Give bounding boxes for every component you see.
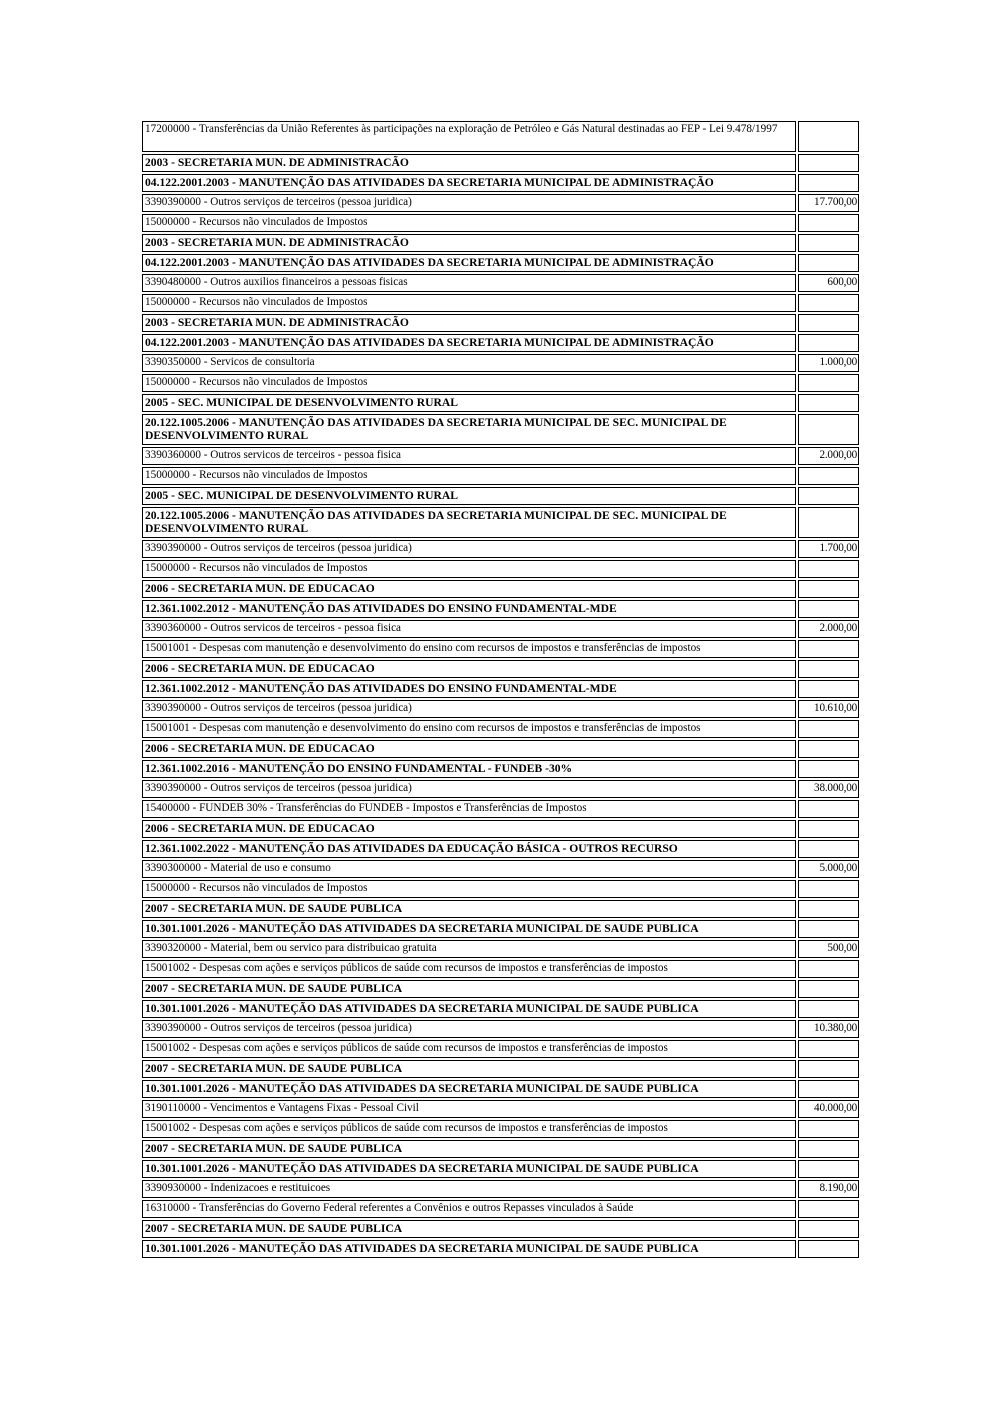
row-description-cell: 15001002 - Despesas com ações e serviços públicos de saúde com recursos de impostos e transferências de impostos	[142, 1040, 796, 1058]
table-heading-row	[142, 900, 859, 918]
row-value-cell	[798, 507, 859, 538]
table-row	[142, 780, 859, 798]
row-description-cell: 3390390000 - Outros serviços de terceiros (pessoa juridica)	[142, 1020, 796, 1038]
row-description-cell: 3390390000 - Outros serviços de terceiros (pessoa juridica)	[142, 780, 796, 798]
row-value-cell	[798, 1200, 859, 1218]
row-heading-cell: 2006 - SECRETARIA MUN. DE EDUCACAO	[142, 660, 796, 678]
row-description-cell: 3390300000 - Material de uso e consumo	[142, 860, 796, 878]
table-heading-row	[142, 174, 859, 192]
row-value-cell: 40.000,00	[798, 1100, 859, 1118]
table-heading-row	[142, 980, 859, 998]
row-value-cell	[798, 840, 859, 858]
row-heading-cell: 20.122.1005.2006 - MANUTENÇÃO DAS ATIVIDADES DA SECRETARIA MUNICIPAL DE SEC. MUNICIPAL DE DESENVOLVIMENTO RURAL	[142, 507, 796, 538]
table-heading-row	[142, 1240, 859, 1258]
row-value-cell: 2.000,00	[798, 447, 859, 465]
row-value-cell	[798, 660, 859, 678]
row-description-cell: 15000000 - Recursos não vinculados de Impostos	[142, 214, 796, 232]
table-row	[142, 447, 859, 465]
table-row	[142, 274, 859, 292]
table-row	[142, 940, 859, 958]
row-heading-cell: 2007 - SECRETARIA MUN. DE SAUDE PUBLICA	[142, 900, 796, 918]
table-row	[142, 1120, 859, 1138]
row-description-cell: 15400000 - FUNDEB 30% - Transferências do FUNDEB - Impostos e Transferências de Impostos	[142, 800, 796, 818]
row-value-cell: 2.000,00	[798, 620, 859, 638]
table-row	[142, 640, 859, 658]
row-heading-cell: 2005 - SEC. MUNICIPAL DE DESENVOLVIMENTO RURAL	[142, 487, 796, 505]
row-value-cell	[798, 294, 859, 312]
row-heading-cell: 2003 - SECRETARIA MUN. DE ADMINISTRACÃO	[142, 314, 796, 332]
row-value-cell: 8.190,00	[798, 1180, 859, 1198]
row-heading-cell: 04.122.2001.2003 - MANUTENÇÃO DAS ATIVIDADES DA SECRETARIA MUNICIPAL DE ADMINISTRAÇÃO	[142, 174, 796, 192]
row-value-cell	[798, 1120, 859, 1138]
row-value-cell	[798, 580, 859, 598]
table-row	[142, 720, 859, 738]
row-description-cell: 3390480000 - Outros auxilios financeiros a pessoas fisicas	[142, 274, 796, 292]
row-description-cell: 15001001 - Despesas com manutenção e desenvolvimento do ensino com recursos de impostos e transferências de impostos	[142, 720, 796, 738]
row-value-cell	[798, 467, 859, 485]
table-heading-row	[142, 394, 859, 412]
row-value-cell: 500,00	[798, 940, 859, 958]
row-value-cell: 1.000,00	[798, 354, 859, 372]
table-heading-row	[142, 820, 859, 838]
row-description-cell: 3390350000 - Servicos de consultoria	[142, 354, 796, 372]
row-value-cell	[798, 234, 859, 252]
row-description-cell: 15001001 - Despesas com manutenção e desenvolvimento do ensino com recursos de impostos e transferências de impostos	[142, 640, 796, 658]
table-row	[142, 354, 859, 372]
row-value-cell: 17.700,00	[798, 194, 859, 212]
row-heading-cell: 2003 - SECRETARIA MUN. DE ADMINISTRACÃO	[142, 154, 796, 172]
budget-table	[140, 119, 861, 1260]
row-value-cell	[798, 760, 859, 778]
table-heading-row	[142, 840, 859, 858]
row-heading-cell: 04.122.2001.2003 - MANUTENÇÃO DAS ATIVIDADES DA SECRETARIA MUNICIPAL DE ADMINISTRAÇÃO	[142, 334, 796, 352]
table-heading-row	[142, 920, 859, 938]
row-value-cell	[798, 560, 859, 578]
row-value-cell	[798, 800, 859, 818]
table-row	[142, 860, 859, 878]
table-heading-row	[142, 1140, 859, 1158]
table-row	[142, 1020, 859, 1038]
row-value-cell	[798, 487, 859, 505]
row-heading-cell: 2007 - SECRETARIA MUN. DE SAUDE PUBLICA	[142, 1220, 796, 1238]
row-value-cell	[798, 1140, 859, 1158]
table-row	[142, 880, 859, 898]
table-heading-row	[142, 1000, 859, 1018]
row-value-cell	[798, 174, 859, 192]
row-description-cell: 3390360000 - Outros servicos de terceiros - pessoa fisica	[142, 620, 796, 638]
row-description-cell: 17200000 - Transferências da União Referentes às participações na exploração de Petróleo e Gás Natural destinadas ao FEP - Lei 9.478/1997	[142, 121, 796, 152]
row-value-cell: 5.000,00	[798, 860, 859, 878]
row-description-cell: 15001002 - Despesas com ações e serviços públicos de saúde com recursos de impostos e transferências de impostos	[142, 960, 796, 978]
budget-table-body	[142, 121, 859, 1258]
row-value-cell	[798, 680, 859, 698]
table-heading-row	[142, 1160, 859, 1178]
row-heading-cell: 12.361.1002.2012 - MANUTENÇÃO DAS ATIVIDADES DO ENSINO FUNDAMENTAL-MDE	[142, 680, 796, 698]
row-value-cell	[798, 1220, 859, 1238]
table-row	[142, 700, 859, 718]
table-heading-row	[142, 154, 859, 172]
table-heading-row	[142, 1060, 859, 1078]
row-value-cell	[798, 414, 859, 445]
row-heading-cell: 2007 - SECRETARIA MUN. DE SAUDE PUBLICA	[142, 1060, 796, 1078]
row-heading-cell: 04.122.2001.2003 - MANUTENÇÃO DAS ATIVIDADES DA SECRETARIA MUNICIPAL DE ADMINISTRAÇÃO	[142, 254, 796, 272]
row-value-cell	[798, 254, 859, 272]
row-value-cell	[798, 960, 859, 978]
row-description-cell: 15000000 - Recursos não vinculados de Impostos	[142, 560, 796, 578]
row-description-cell: 3390360000 - Outros servicos de terceiros - pessoa fisica	[142, 447, 796, 465]
row-value-cell	[798, 740, 859, 758]
row-heading-cell: 12.361.1002.2022 - MANUTENÇÃO DAS ATIVIDADES DA EDUCAÇÃO BÁSICA - OUTROS RECURSO	[142, 840, 796, 858]
table-heading-row	[142, 660, 859, 678]
row-description-cell: 3390390000 - Outros serviços de terceiros (pessoa juridica)	[142, 540, 796, 558]
row-heading-cell: 10.301.1001.2026 - MANUTEÇÃO DAS ATIVIDADES DA SECRETARIA MUNICIPAL DE SAUDE PUBLICA	[142, 1080, 796, 1098]
row-value-cell	[798, 1160, 859, 1178]
table-row	[142, 560, 859, 578]
row-description-cell: 15001002 - Despesas com ações e serviços públicos de saúde com recursos de impostos e transferências de impostos	[142, 1120, 796, 1138]
table-row	[142, 1180, 859, 1198]
table-heading-row	[142, 600, 859, 618]
row-description-cell: 3390320000 - Material, bem ou servico para distribuicao gratuita	[142, 940, 796, 958]
row-value-cell	[798, 1240, 859, 1258]
row-heading-cell: 2007 - SECRETARIA MUN. DE SAUDE PUBLICA	[142, 1140, 796, 1158]
table-row	[142, 1100, 859, 1118]
row-value-cell	[798, 374, 859, 392]
table-heading-row	[142, 507, 859, 538]
table-row	[142, 960, 859, 978]
row-value-cell	[798, 820, 859, 838]
row-heading-cell: 10.301.1001.2026 - MANUTEÇÃO DAS ATIVIDADES DA SECRETARIA MUNICIPAL DE SAUDE PUBLICA	[142, 920, 796, 938]
table-heading-row	[142, 580, 859, 598]
row-value-cell	[798, 900, 859, 918]
table-heading-row	[142, 487, 859, 505]
row-heading-cell: 2003 - SECRETARIA MUN. DE ADMINISTRACÃO	[142, 234, 796, 252]
row-description-cell: 15000000 - Recursos não vinculados de Impostos	[142, 294, 796, 312]
row-heading-cell: 2006 - SECRETARIA MUN. DE EDUCACAO	[142, 580, 796, 598]
row-value-cell	[798, 720, 859, 738]
row-description-cell: 15000000 - Recursos não vinculados de Impostos	[142, 467, 796, 485]
row-value-cell: 10.380,00	[798, 1020, 859, 1038]
row-value-cell	[798, 334, 859, 352]
table-heading-row	[142, 234, 859, 252]
row-description-cell: 3390390000 - Outros serviços de terceiros (pessoa juridica)	[142, 194, 796, 212]
table-heading-row	[142, 680, 859, 698]
row-description-cell: 15000000 - Recursos não vinculados de Impostos	[142, 374, 796, 392]
row-heading-cell: 12.361.1002.2016 - MANUTENÇÃO DO ENSINO FUNDAMENTAL - FUNDEB -30%	[142, 760, 796, 778]
row-value-cell: 600,00	[798, 274, 859, 292]
row-value-cell	[798, 1080, 859, 1098]
table-row	[142, 194, 859, 212]
row-value-cell	[798, 600, 859, 618]
row-value-cell	[798, 640, 859, 658]
row-description-cell: 3390390000 - Outros serviços de terceiros (pessoa juridica)	[142, 700, 796, 718]
table-heading-row	[142, 1080, 859, 1098]
table-heading-row	[142, 1220, 859, 1238]
row-value-cell	[798, 314, 859, 332]
row-heading-cell: 10.301.1001.2026 - MANUTEÇÃO DAS ATIVIDADES DA SECRETARIA MUNICIPAL DE SAUDE PUBLICA	[142, 1160, 796, 1178]
row-heading-cell: 2006 - SECRETARIA MUN. DE EDUCACAO	[142, 820, 796, 838]
row-value-cell	[798, 214, 859, 232]
table-heading-row	[142, 314, 859, 332]
table-row	[142, 540, 859, 558]
row-value-cell	[798, 1060, 859, 1078]
row-value-cell	[798, 980, 859, 998]
table-row	[142, 800, 859, 818]
row-value-cell: 38.000,00	[798, 780, 859, 798]
row-value-cell: 10.610,00	[798, 700, 859, 718]
row-value-cell: 1.700,00	[798, 540, 859, 558]
table-row	[142, 1200, 859, 1218]
table-heading-row	[142, 334, 859, 352]
row-heading-cell: 2005 - SEC. MUNICIPAL DE DESENVOLVIMENTO RURAL	[142, 394, 796, 412]
row-description-cell: 16310000 - Transferências do Governo Federal referentes a Convênios e outros Repasses vinculados à Saúde	[142, 1200, 796, 1218]
row-value-cell	[798, 920, 859, 938]
row-description-cell: 3190110000 - Vencimentos e Vantagens Fixas - Pessoal Civil	[142, 1100, 796, 1118]
table-heading-row	[142, 760, 859, 778]
row-value-cell	[798, 394, 859, 412]
table-row	[142, 121, 859, 152]
row-value-cell	[798, 1040, 859, 1058]
table-row	[142, 294, 859, 312]
table-row	[142, 620, 859, 638]
row-heading-cell: 20.122.1005.2006 - MANUTENÇÃO DAS ATIVIDADES DA SECRETARIA MUNICIPAL DE SEC. MUNICIPAL DE DESENVOLVIMENTO RURAL	[142, 414, 796, 445]
row-value-cell	[798, 880, 859, 898]
table-heading-row	[142, 414, 859, 445]
row-heading-cell: 2007 - SECRETARIA MUN. DE SAUDE PUBLICA	[142, 980, 796, 998]
row-value-cell	[798, 154, 859, 172]
row-heading-cell: 10.301.1001.2026 - MANUTEÇÃO DAS ATIVIDADES DA SECRETARIA MUNICIPAL DE SAUDE PUBLICA	[142, 1000, 796, 1018]
table-heading-row	[142, 254, 859, 272]
table-row	[142, 467, 859, 485]
row-description-cell: 15000000 - Recursos não vinculados de Impostos	[142, 880, 796, 898]
table-heading-row	[142, 740, 859, 758]
table-row	[142, 374, 859, 392]
table-row	[142, 1040, 859, 1058]
table-row	[142, 214, 859, 232]
row-description-cell: 3390930000 - Indenizacoes e restituicoes	[142, 1180, 796, 1198]
row-heading-cell: 2006 - SECRETARIA MUN. DE EDUCACAO	[142, 740, 796, 758]
row-value-cell	[798, 1000, 859, 1018]
row-heading-cell: 10.301.1001.2026 - MANUTEÇÃO DAS ATIVIDADES DA SECRETARIA MUNICIPAL DE SAUDE PUBLICA	[142, 1240, 796, 1258]
row-heading-cell: 12.361.1002.2012 - MANUTENÇÃO DAS ATIVIDADES DO ENSINO FUNDAMENTAL-MDE	[142, 600, 796, 618]
row-value-cell	[798, 121, 859, 152]
